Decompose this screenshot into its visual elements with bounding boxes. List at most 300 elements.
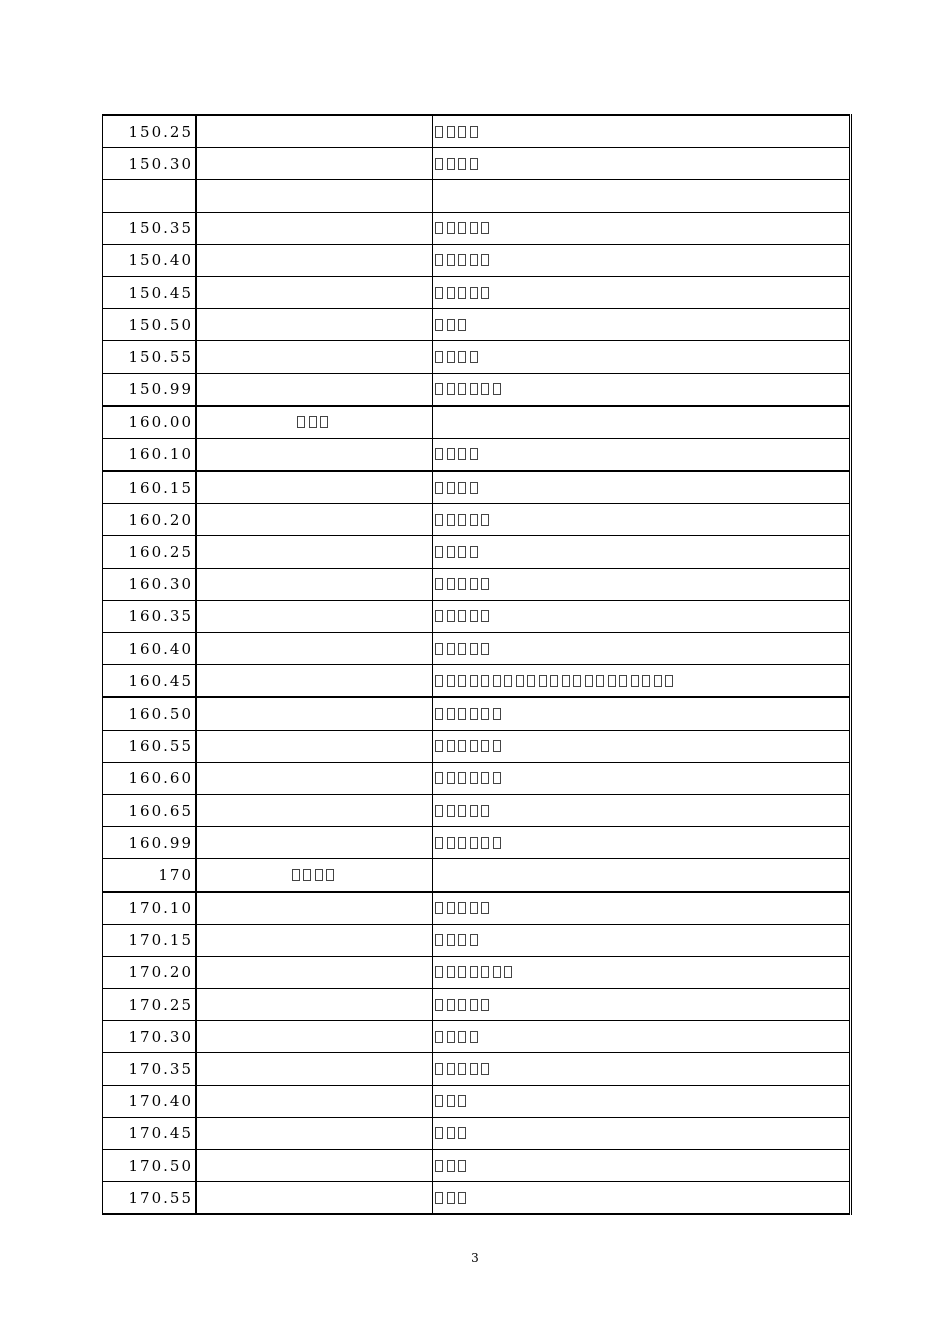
missing-glyph-box (309, 416, 317, 428)
category-cell (196, 1117, 433, 1149)
code-cell: 170.15 (103, 924, 197, 956)
category-cell (196, 924, 433, 956)
name-cell (433, 1085, 851, 1117)
name-cell (433, 309, 851, 341)
missing-glyph-box (458, 966, 466, 978)
code-cell: 170.30 (103, 1021, 197, 1053)
missing-glyph-box (447, 546, 455, 558)
category-cell (196, 665, 433, 698)
category-cell (196, 762, 433, 794)
missing-glyph-box (470, 966, 478, 978)
code-cell: 170.35 (103, 1053, 197, 1085)
code-cell: 160.65 (103, 794, 197, 826)
missing-glyph-box (435, 546, 443, 558)
category-cell (196, 148, 433, 180)
missing-glyph-box (493, 675, 501, 687)
missing-glyph-box (435, 482, 443, 494)
missing-glyph-box (292, 869, 300, 881)
category-cell (196, 373, 433, 406)
code-cell: 160.10 (103, 438, 197, 471)
missing-glyph-box (642, 675, 650, 687)
name-cell (433, 471, 851, 504)
missing-glyph-box (481, 772, 489, 784)
missing-glyph-box (470, 546, 478, 558)
missing-glyph-box (481, 222, 489, 234)
table-row (103, 373, 851, 406)
missing-glyph-box (470, 448, 478, 460)
name-cell (433, 1182, 851, 1215)
missing-glyph-box (458, 1095, 466, 1107)
missing-glyph-box (481, 514, 489, 526)
missing-glyph-box (458, 254, 466, 266)
missing-glyph-box (447, 158, 455, 170)
code-cell: 160.00 (103, 406, 197, 439)
table-row (103, 276, 851, 308)
missing-glyph-box (458, 902, 466, 914)
name-cell (433, 276, 851, 308)
table-row (103, 115, 851, 148)
name-cell (433, 859, 851, 892)
category-cell (196, 1021, 433, 1053)
missing-glyph-box (470, 934, 478, 946)
missing-glyph-box (458, 1063, 466, 1075)
name-cell (433, 697, 851, 730)
missing-glyph-box (470, 772, 478, 784)
missing-glyph-box (447, 610, 455, 622)
missing-glyph-box (481, 675, 489, 687)
table-row (103, 180, 851, 212)
code-cell: 150.55 (103, 341, 197, 373)
missing-glyph-box (585, 675, 593, 687)
category-cell (196, 697, 433, 730)
missing-glyph-box (481, 578, 489, 590)
code-cell: 160.55 (103, 730, 197, 762)
category-cell (196, 1182, 433, 1215)
name-cell (433, 148, 851, 180)
missing-glyph-box (470, 610, 478, 622)
missing-glyph-box (320, 416, 328, 428)
missing-glyph-box (326, 869, 334, 881)
missing-glyph-box (539, 675, 547, 687)
name-cell (433, 794, 851, 826)
missing-glyph-box (458, 740, 466, 752)
code-cell: 160.20 (103, 504, 197, 536)
code-cell: 150.40 (103, 244, 197, 276)
missing-glyph-box (435, 351, 443, 363)
code-cell: 160.15 (103, 471, 197, 504)
missing-glyph-box (447, 514, 455, 526)
name-cell (433, 115, 851, 148)
missing-glyph-box (435, 1031, 443, 1043)
name-cell (433, 244, 851, 276)
missing-glyph-box (458, 222, 466, 234)
missing-glyph-box (435, 287, 443, 299)
table-row (103, 148, 851, 180)
code-cell: 160.99 (103, 827, 197, 859)
table-row (103, 892, 851, 925)
name-cell (433, 665, 851, 698)
table-row (103, 471, 851, 504)
code-table (102, 114, 852, 1215)
missing-glyph-box (447, 1192, 455, 1204)
category-cell (196, 438, 433, 471)
category-cell (196, 244, 433, 276)
missing-glyph-box (447, 675, 455, 687)
table-row (103, 859, 851, 892)
table-row (103, 633, 851, 665)
missing-glyph-box (481, 643, 489, 655)
category-cell (196, 1085, 433, 1117)
missing-glyph-box (447, 383, 455, 395)
missing-glyph-box (435, 999, 443, 1011)
category-cell (196, 794, 433, 826)
missing-glyph-box (470, 383, 478, 395)
category-cell (196, 1150, 433, 1182)
table-row (103, 1117, 851, 1149)
missing-glyph-box (297, 416, 305, 428)
code-cell: 170.20 (103, 956, 197, 988)
missing-glyph-box (481, 966, 489, 978)
name-cell (433, 180, 851, 212)
missing-glyph-box (435, 610, 443, 622)
missing-glyph-box (470, 643, 478, 655)
category-cell (196, 956, 433, 988)
code-cell: 160.35 (103, 600, 197, 632)
missing-glyph-box (619, 675, 627, 687)
missing-glyph-box (447, 1160, 455, 1172)
missing-glyph-box (447, 482, 455, 494)
table-row (103, 794, 851, 826)
missing-glyph-box (458, 805, 466, 817)
code-cell: 170.45 (103, 1117, 197, 1149)
code-cell: 170.50 (103, 1150, 197, 1182)
missing-glyph-box (470, 708, 478, 720)
code-cell: 150.50 (103, 309, 197, 341)
missing-glyph-box (470, 482, 478, 494)
code-cell: 170.25 (103, 989, 197, 1021)
missing-glyph-box (470, 999, 478, 1011)
code-cell: 160.25 (103, 536, 197, 568)
missing-glyph-box (470, 675, 478, 687)
missing-glyph-box (470, 1031, 478, 1043)
missing-glyph-box (470, 514, 478, 526)
missing-glyph-box (447, 126, 455, 138)
category-cell (196, 115, 433, 148)
table-row (103, 730, 851, 762)
code-cell: 150.99 (103, 373, 197, 406)
code-cell: 170.40 (103, 1085, 197, 1117)
missing-glyph-box (470, 740, 478, 752)
missing-glyph-box (435, 675, 443, 687)
category-cell (196, 536, 433, 568)
missing-glyph-box (435, 319, 443, 331)
name-cell (433, 536, 851, 568)
missing-glyph-box (447, 966, 455, 978)
missing-glyph-box (481, 740, 489, 752)
missing-glyph-box (470, 254, 478, 266)
missing-glyph-box (447, 448, 455, 460)
missing-glyph-box (481, 708, 489, 720)
code-cell: 170.10 (103, 892, 197, 925)
missing-glyph-box (435, 254, 443, 266)
missing-glyph-box (435, 1192, 443, 1204)
missing-glyph-box (447, 1095, 455, 1107)
table-row (103, 212, 851, 244)
missing-glyph-box (458, 643, 466, 655)
missing-glyph-box (458, 578, 466, 590)
missing-glyph-box (470, 902, 478, 914)
table-row (103, 1053, 851, 1085)
table-row (103, 762, 851, 794)
missing-glyph-box (435, 1095, 443, 1107)
missing-glyph-box (470, 126, 478, 138)
table-row (103, 1021, 851, 1053)
missing-glyph-box (470, 805, 478, 817)
name-cell (433, 827, 851, 859)
missing-glyph-box (481, 610, 489, 622)
missing-glyph-box (470, 222, 478, 234)
missing-glyph-box (447, 740, 455, 752)
category-cell (196, 892, 433, 925)
missing-glyph-box (458, 1160, 466, 1172)
missing-glyph-box (493, 837, 501, 849)
name-cell (433, 1021, 851, 1053)
missing-glyph-box (435, 514, 443, 526)
missing-glyph-box (447, 805, 455, 817)
table-row (103, 341, 851, 373)
category-cell (196, 406, 433, 439)
name-cell (433, 568, 851, 600)
missing-glyph-box (435, 383, 443, 395)
missing-glyph-box (493, 708, 501, 720)
missing-glyph-box (447, 934, 455, 946)
missing-glyph-box (447, 643, 455, 655)
missing-glyph-box (504, 675, 512, 687)
category-cell (196, 180, 433, 212)
name-cell (433, 924, 851, 956)
missing-glyph-box (435, 126, 443, 138)
name-cell (433, 1053, 851, 1085)
table-row (103, 1150, 851, 1182)
missing-glyph-box (447, 1127, 455, 1139)
missing-glyph-box (470, 578, 478, 590)
code-cell: 150.45 (103, 276, 197, 308)
missing-glyph-box (435, 643, 443, 655)
missing-glyph-box (435, 1160, 443, 1172)
table-row (103, 309, 851, 341)
table-row (103, 827, 851, 859)
missing-glyph-box (447, 1063, 455, 1075)
category-cell (196, 471, 433, 504)
category-cell (196, 568, 433, 600)
category-cell (196, 730, 433, 762)
missing-glyph-box (447, 772, 455, 784)
missing-glyph-box (458, 546, 466, 558)
missing-glyph-box (481, 254, 489, 266)
missing-glyph-box (447, 351, 455, 363)
missing-glyph-box (481, 999, 489, 1011)
name-cell (433, 989, 851, 1021)
code-cell: 160.60 (103, 762, 197, 794)
missing-glyph-box (481, 383, 489, 395)
missing-glyph-box (493, 772, 501, 784)
name-cell (433, 600, 851, 632)
missing-glyph-box (458, 482, 466, 494)
missing-glyph-box (458, 934, 466, 946)
missing-glyph-box (447, 902, 455, 914)
missing-glyph-box (458, 837, 466, 849)
missing-glyph-box (458, 514, 466, 526)
missing-glyph-box (470, 351, 478, 363)
missing-glyph-box (435, 837, 443, 849)
name-cell (433, 341, 851, 373)
missing-glyph-box (654, 675, 662, 687)
table-row (103, 665, 851, 698)
missing-glyph-box (435, 1127, 443, 1139)
missing-glyph-box (458, 351, 466, 363)
name-cell (433, 762, 851, 794)
missing-glyph-box (481, 902, 489, 914)
name-cell (433, 504, 851, 536)
name-cell (433, 956, 851, 988)
missing-glyph-box (458, 287, 466, 299)
name-cell (433, 212, 851, 244)
code-cell: 170.55 (103, 1182, 197, 1215)
category-cell (196, 212, 433, 244)
missing-glyph-box (447, 837, 455, 849)
missing-glyph-box (458, 708, 466, 720)
code-cell: 160.50 (103, 697, 197, 730)
category-cell (196, 600, 433, 632)
category-cell (196, 633, 433, 665)
missing-glyph-box (562, 675, 570, 687)
missing-glyph-box (458, 1127, 466, 1139)
code-cell: 170 (103, 859, 197, 892)
category-cell (196, 341, 433, 373)
missing-glyph-box (435, 158, 443, 170)
category-cell (196, 276, 433, 308)
missing-glyph-box (458, 448, 466, 460)
table-row (103, 1182, 851, 1215)
missing-glyph-box (303, 869, 311, 881)
category-cell (196, 989, 433, 1021)
missing-glyph-box (447, 319, 455, 331)
missing-glyph-box (435, 1063, 443, 1075)
missing-glyph-box (435, 448, 443, 460)
table-row (103, 1085, 851, 1117)
missing-glyph-box (458, 383, 466, 395)
missing-glyph-box (665, 675, 673, 687)
name-cell (433, 1150, 851, 1182)
missing-glyph-box (447, 999, 455, 1011)
missing-glyph-box (435, 740, 443, 752)
missing-glyph-box (458, 126, 466, 138)
code-cell: 160.30 (103, 568, 197, 600)
table-row (103, 568, 851, 600)
missing-glyph-box (470, 158, 478, 170)
code-cell: 150.30 (103, 148, 197, 180)
missing-glyph-box (447, 708, 455, 720)
missing-glyph-box (573, 675, 581, 687)
missing-glyph-box (504, 966, 512, 978)
category-cell (196, 309, 433, 341)
code-cell: 160.40 (103, 633, 197, 665)
name-cell (433, 730, 851, 762)
missing-glyph-box (493, 383, 501, 395)
name-cell (433, 406, 851, 439)
table-row (103, 406, 851, 439)
missing-glyph-box (458, 158, 466, 170)
code-cell: 150.25 (103, 115, 197, 148)
missing-glyph-box (458, 675, 466, 687)
missing-glyph-box (435, 222, 443, 234)
missing-glyph-box (493, 740, 501, 752)
table-row (103, 956, 851, 988)
table-row (103, 536, 851, 568)
table-row (103, 989, 851, 1021)
missing-glyph-box (527, 675, 535, 687)
missing-glyph-box (458, 1031, 466, 1043)
missing-glyph-box (481, 805, 489, 817)
table-row (103, 697, 851, 730)
code-cell: 150.35 (103, 212, 197, 244)
missing-glyph-box (458, 1192, 466, 1204)
missing-glyph-box (315, 869, 323, 881)
name-cell (433, 633, 851, 665)
missing-glyph-box (458, 319, 466, 331)
missing-glyph-box (596, 675, 604, 687)
missing-glyph-box (470, 287, 478, 299)
missing-glyph-box (447, 287, 455, 299)
missing-glyph-box (481, 837, 489, 849)
missing-glyph-box (550, 675, 558, 687)
missing-glyph-box (470, 1063, 478, 1075)
table-row (103, 504, 851, 536)
missing-glyph-box (447, 578, 455, 590)
name-cell (433, 438, 851, 471)
missing-glyph-box (435, 966, 443, 978)
table-row (103, 924, 851, 956)
missing-glyph-box (493, 966, 501, 978)
missing-glyph-box (458, 610, 466, 622)
missing-glyph-box (458, 999, 466, 1011)
missing-glyph-box (435, 902, 443, 914)
name-cell (433, 892, 851, 925)
missing-glyph-box (516, 675, 524, 687)
missing-glyph-box (447, 222, 455, 234)
missing-glyph-box (631, 675, 639, 687)
missing-glyph-box (481, 1063, 489, 1075)
missing-glyph-box (435, 934, 443, 946)
category-cell (196, 504, 433, 536)
table-row (103, 438, 851, 471)
missing-glyph-box (481, 287, 489, 299)
code-table-body (103, 115, 851, 1214)
missing-glyph-box (458, 772, 466, 784)
missing-glyph-box (435, 708, 443, 720)
table-row (103, 600, 851, 632)
page-number: 3 (471, 1251, 479, 1265)
missing-glyph-box (470, 837, 478, 849)
category-cell (196, 859, 433, 892)
missing-glyph-box (447, 1031, 455, 1043)
code-cell: 160.45 (103, 665, 197, 698)
missing-glyph-box (608, 675, 616, 687)
table-row (103, 244, 851, 276)
name-cell (433, 1117, 851, 1149)
category-cell (196, 1053, 433, 1085)
missing-glyph-box (435, 805, 443, 817)
